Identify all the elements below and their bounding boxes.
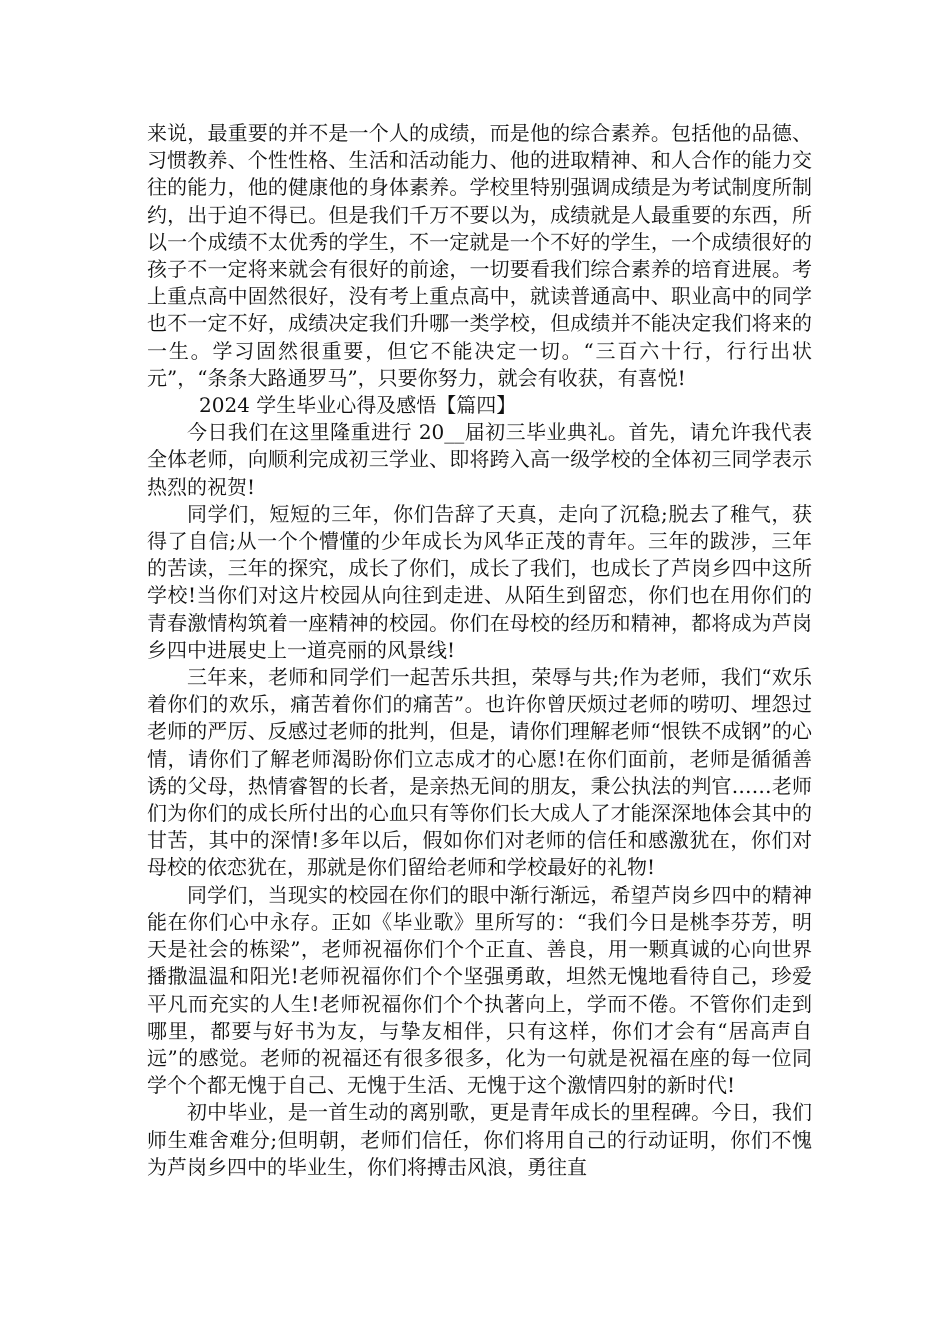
paragraph-blessings: 同学们，当现实的校园在你们的眼中渐行渐远，希望芦岗乡四中的精神能在你们心中永存。正如《毕业歌》里所写的：“我们今日是桃李芬芳，明天是社会的栋梁”，老师祝福你们个个正直、善良，用一颗真诚的心向世界播撒温温和阳光!老师祝福你们个个坚强勇敢，坦然无愧地看待自己，珍爱平凡而充实的人生!老师祝福你们个个执著向上，学而不倦。不管你们走到哪里，都要与好书为友，与挚友相伴，只有这样，你们才会有“居高声自远”的感觉。老师的祝福还有很多很多，化为一句就是祝福在座的每一位同学个个都无愧于自己、无愧于生活、无愧于这个激情四射的新时代! <box>147 882 812 1098</box>
document-body <box>147 120 812 1181</box>
lead-paragraph: 来说，最重要的并不是一个人的成绩，而是他的综合素养。包括他的品德、习惯教养、个性性格、生活和活动能力、他的进取精神、和人合作的能力交往的能力，他的健康他的身体素养。学校里特别强调成绩是为考试制度所制约，出于迫不得已。但是我们千万不要以为，成绩就是人最重要的东西，所以一个成绩不太优秀的学生，不一定就是一个不好的学生，一个成绩很好的孩子不一定将来就会有很好的前途，一切要看我们综合素养的培育进展。考上重点高中固然很好，没有考上重点高中，就读普通高中、职业高中的同学也不一定不好，成绩决定我们升哪一类学校，但成绩并不能决定我们将来的一生。学习固然很重要，但它不能决定一切。“三百六十行，行行出状元”，“条条大路通罗马”，只要你努力，就会有收获，有喜悦! <box>147 121 812 390</box>
paragraph-teachers: 三年来，老师和同学们一起苦乐共担，荣辱与共;作为老师，我们“欢乐着你们的欢乐，痛苦着你们的痛苦”。也许你曾厌烦过老师的唠叨、埋怨过老师的严厉、反感过老师的批判，但是，请你们理解老师“恨铁不成钢”的心情，请你们了解老师渴盼你们立志成才的心愿!在你们面前，老师是循循善诱的父母，热情睿智的长者，是亲热无间的朋友，秉公执法的判官……老师们为你们的成长所付出的心血只有等你们长大成人了才能深深地体会其中的甘苦，其中的深情!多年以后，假如你们对老师的信任和感激犹在，你们对母校的依恋犹在，那就是你们留给老师和学校最好的礼物! <box>147 665 812 880</box>
paragraph-ceremony-opening: 今日我们在这里隆重进行 20__届初三毕业典礼。首先，请允许我代表全体老师，向顺利完成初三学业、即将跨入高一级学校的全体初三同学表示热烈的祝贺! <box>147 420 812 499</box>
paragraph-graduation: 初中毕业，是一首生动的离别歌，更是青年成长的里程碑。今日，我们师生难舍难分;但明朝，老师们信任，你们将用自己的行动证明，你们不愧为芦岗乡四中的毕业生，你们将搏击风浪，勇往直 <box>147 1100 812 1179</box>
section-heading: 2024 学生毕业心得及感悟【篇四】 <box>199 393 517 418</box>
paragraph-three-years: 同学们，短短的三年，你们告辞了天真，走向了沉稳;脱去了稚气，获得了自信;从一个个懵懂的少年成长为风华正茂的青年。三年的跋涉，三年的苦读，三年的探究，成长了你们，成长了我们，也成长了芦岗乡四中这所学校!当你们对这片校园从向往到走进、从陌生到留恋，你们也在用你们的青春激情构筑着一座精神的校园。你们在母校的经历和精神，都将成为芦岗乡四中进展史上一道亮丽的风景线! <box>147 501 812 662</box>
